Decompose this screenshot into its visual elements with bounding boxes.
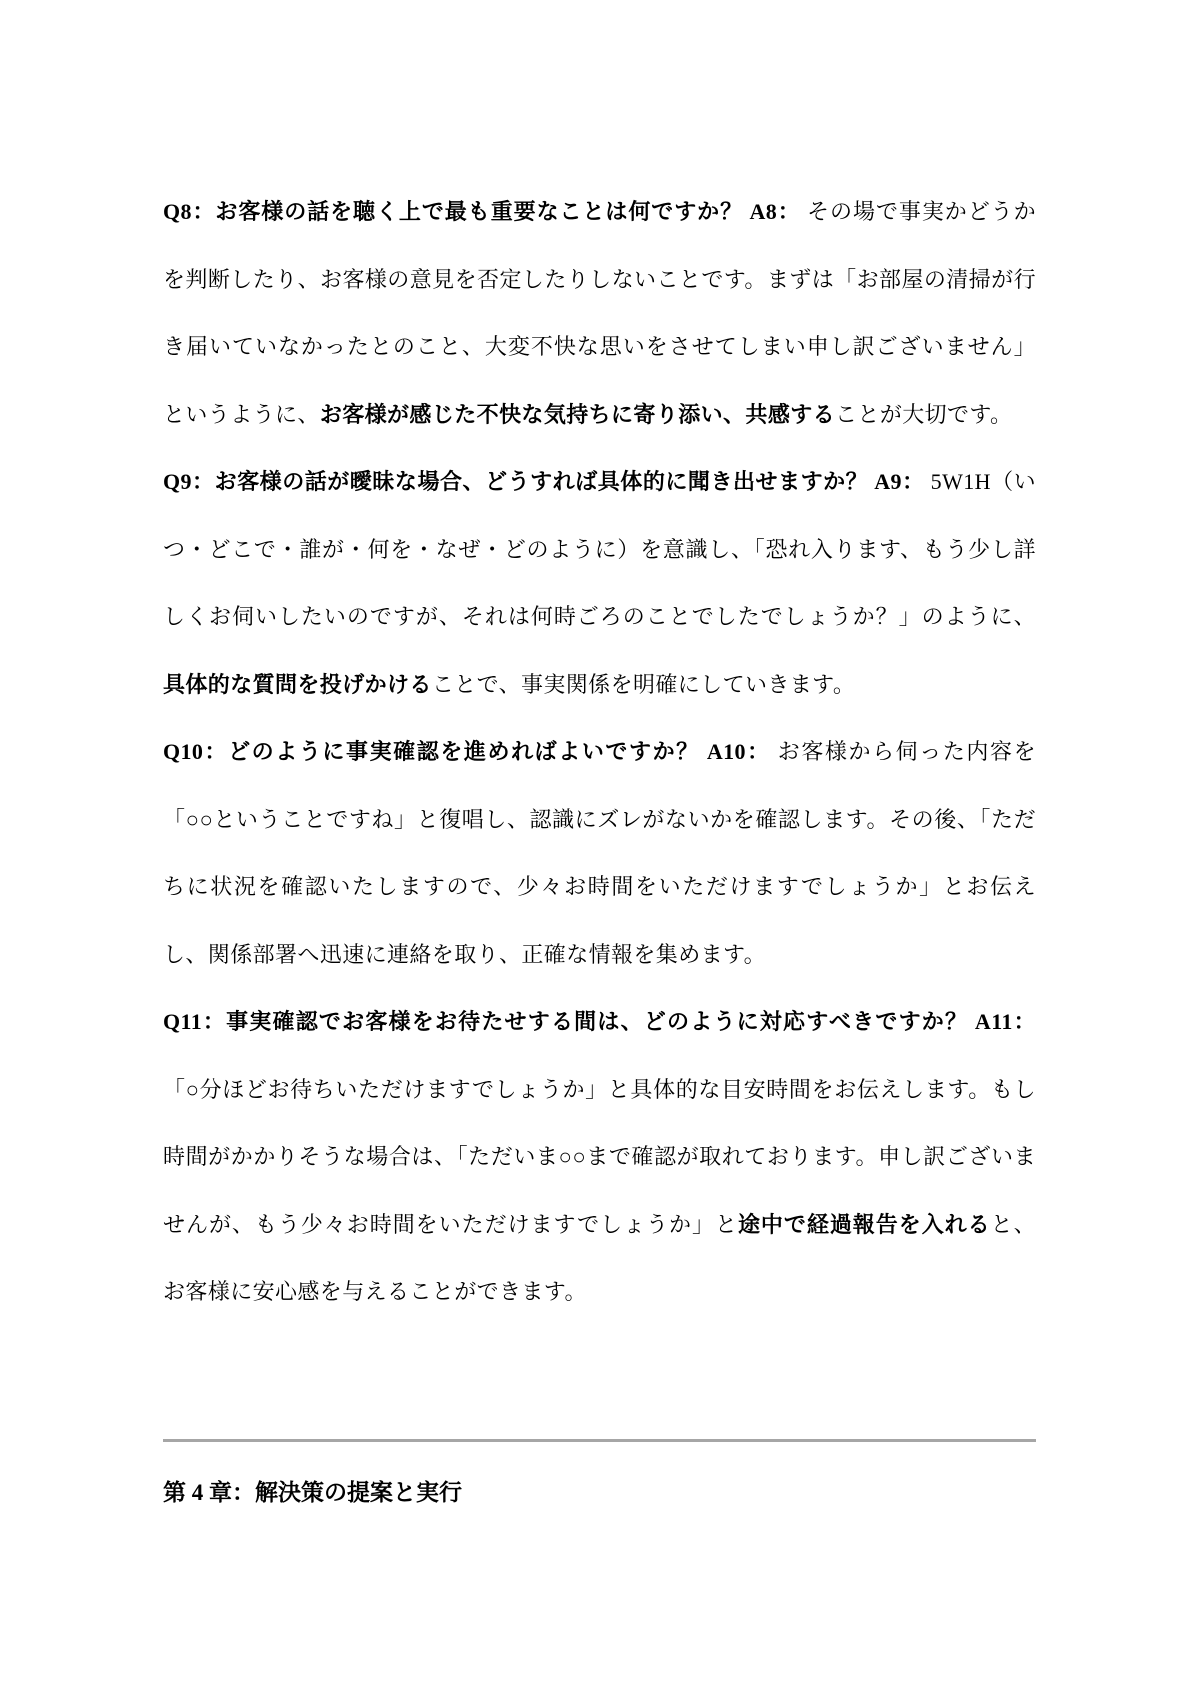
text-run: その場で事実かどうかを判断したり、お客様の意見を否定したりしないことです。まずは「お部屋の清掃が行き届いていなかったとのこと、大変不快な思いをさせてしまい申し訳ございません」というように、 xyxy=(163,199,1036,427)
text-run: ことが大切です。 xyxy=(835,401,1013,427)
bold-text-run: 途中で経過報告を入れる xyxy=(737,1211,991,1237)
text-run: と、お客様に安心感を与えることができます。 xyxy=(163,1211,1036,1304)
bold-text-run: Q8：お客様の話を聴く上で最も重要なことは何ですか？ A8： xyxy=(163,199,801,224)
text-run: 「○分ほどお待ちいただけますでしょうか」と具体的な目安時間をお伝えします。もし時間がかかりそうな場合は、「ただいま○○まで確認が取れております。申し訳ございませんが、もう少々お時間をいただけますでしょうか」と xyxy=(163,1076,1036,1237)
bold-text-run: Q9：お客様の話が曖昧な場合、どうすれば具体的に聞き出せますか？ A9： xyxy=(163,469,925,494)
text-run: 5W1H（いつ・どこで・誰が・何を・なぜ・どのように）を意識し、「恐れ入ります、もう少し詳しくお伺いしたいのですが、それは何時ごろのことでしたでしょうか？」のように、 xyxy=(163,469,1037,629)
bold-text-run: お客様が感じた不快な気持ちに寄り添い、共感する xyxy=(319,401,836,427)
bold-text-run: 具体的な質問を投げかける xyxy=(163,671,432,697)
bold-text-run: Q10：どのように事実確認を進めればよいですか？ A10： xyxy=(163,739,771,764)
qa-paragraph xyxy=(163,718,1036,988)
qa-section xyxy=(163,178,1036,1326)
chapter-heading: 第 4 章：解決策の提案と実行 xyxy=(163,1479,462,1505)
bold-text-run: Q11：事実確認でお客様をお待たせする間は、どのように対応すべきですか？ A11： xyxy=(163,1009,1036,1034)
qa-paragraph xyxy=(163,448,1036,718)
qa-paragraph xyxy=(163,988,1036,1326)
text-run: お客様から伺った内容を「○○ということですね」と復唱し、認識にズレがないかを確認します。その後、「ただちに状況を確認いたしますので、少々お時間をいただけますでしょうか」とお伝えし、関係部署へ迅速に連絡を取り、正確な情報を集めます。 xyxy=(163,739,1036,967)
text-run: ことで、事実関係を明確にしていきます。 xyxy=(431,671,856,697)
qa-paragraph xyxy=(163,178,1036,448)
section-divider xyxy=(163,1439,1036,1442)
